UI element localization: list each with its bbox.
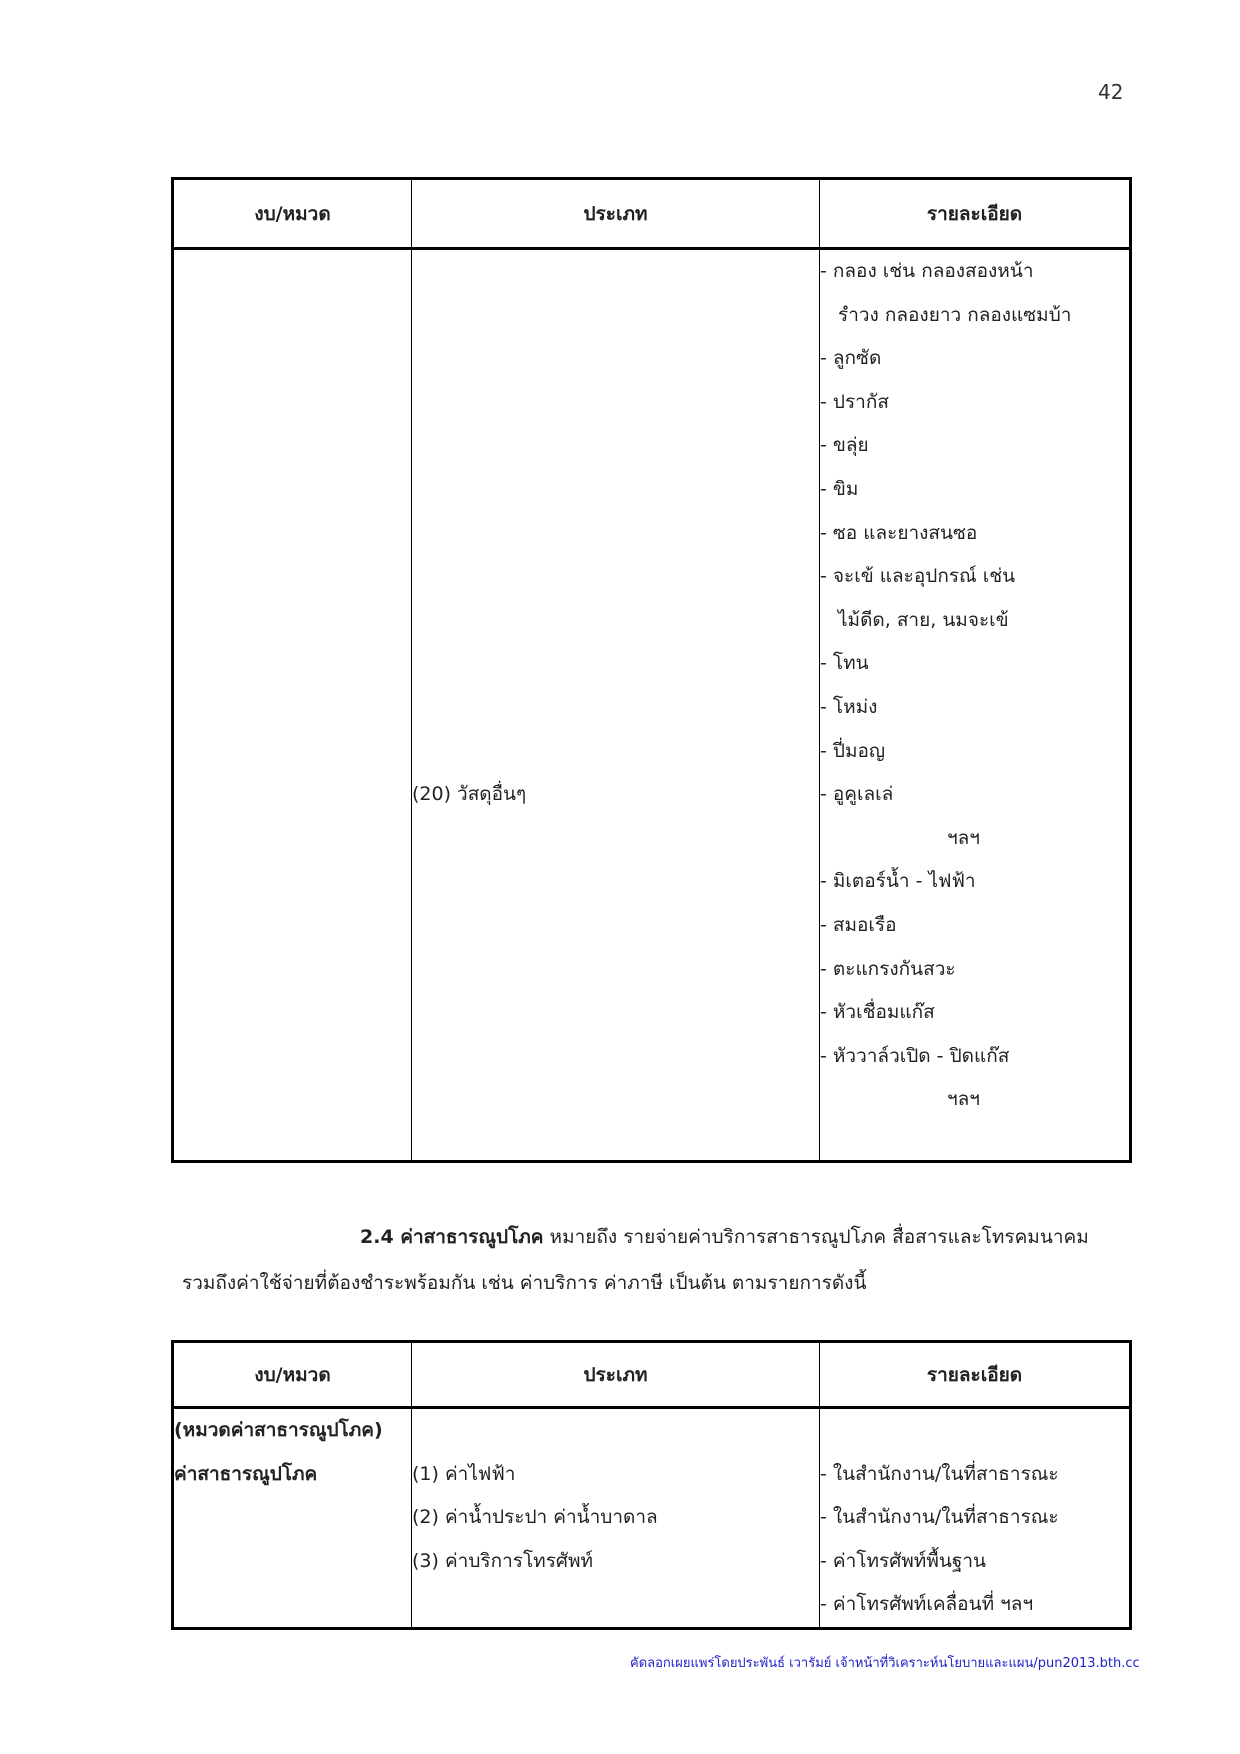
page-number: 42 bbox=[1098, 80, 1124, 104]
detail-line: รำวง กลองยาว กลองแซมบ้า bbox=[838, 303, 1072, 326]
detail-line: - มิเตอร์น้ำ - ไฟฟ้า bbox=[820, 870, 976, 893]
detail-line: - ค่าโทรศัพท์พื้นฐาน bbox=[820, 1549, 986, 1572]
detail-line: - ขลุ่ย bbox=[820, 434, 869, 457]
detail-line: - ลูกซัด bbox=[820, 347, 882, 370]
detail-line: - หัวเชื่อมแก๊ส bbox=[820, 1001, 935, 1024]
paragraph-line-1: หมายถึง รายจ่ายค่าบริการสาธารณูปโภค สื่อสารและโทรคมนาคม bbox=[543, 1226, 1089, 1248]
table-row bbox=[173, 249, 1131, 1162]
detail-line: - ซอ และยางสนซอ bbox=[820, 521, 978, 544]
detail-line: - สมอเรือ bbox=[820, 913, 897, 936]
category-group: (หมวดค่าสาธารณูปโภค) bbox=[174, 1419, 383, 1441]
category-cell bbox=[173, 1408, 412, 1629]
details-cell bbox=[820, 249, 1131, 1162]
header-category: งบ/หมวด bbox=[173, 1342, 412, 1408]
category-name: ค่าสาธารณูปโภค bbox=[174, 1462, 318, 1485]
detail-line: - หัววาล์วเปิด - ปิดแก๊ส bbox=[820, 1044, 1010, 1067]
detail-line: - ขิม bbox=[820, 477, 859, 500]
table-row bbox=[173, 1408, 1131, 1629]
section-heading: 2.4 ค่าสาธารณูปโภค bbox=[360, 1226, 544, 1248]
detail-line: - โหม่ง bbox=[820, 695, 878, 718]
header-details: รายละเอียด bbox=[820, 1342, 1131, 1408]
detail-line-etc: ฯลฯ bbox=[947, 1088, 980, 1111]
detail-line: - จะเข้ และอุปกรณ์ เช่น bbox=[820, 565, 1016, 588]
footer-credit: คัดลอกเผยแพร่โดยประพันธ์ เวารัมย์ เจ้าหน้าที่วิเคราะห์นโยบายและแผน/pun2013.bth.cc bbox=[630, 1656, 1140, 1671]
detail-line-etc: ฯลฯ bbox=[947, 826, 980, 849]
budget-table-materials bbox=[171, 177, 1132, 1163]
detail-line: - กลอง เช่น กลองสองหน้า bbox=[820, 260, 1034, 282]
detail-line: - ตะแกรงกันสวะ bbox=[820, 957, 956, 980]
type-item: (2) ค่าน้ำประปา ค่าน้ำบาดาล bbox=[412, 1506, 658, 1529]
detail-line: - ปี่มอญ bbox=[820, 739, 886, 762]
category-cell bbox=[173, 249, 412, 1162]
type-item: (3) ค่าบริการโทรศัพท์ bbox=[412, 1549, 594, 1572]
header-type: ประเภท bbox=[412, 179, 820, 249]
header-category: งบ/หมวด bbox=[173, 179, 412, 249]
section-paragraph bbox=[182, 1214, 1132, 1306]
detail-line: - โทน bbox=[820, 652, 869, 675]
detail-line: - อูคูเลเล่ bbox=[820, 783, 894, 806]
type-item: (1) ค่าไฟฟ้า bbox=[412, 1462, 516, 1485]
details-cell bbox=[820, 1408, 1131, 1629]
type-cell bbox=[412, 1408, 820, 1629]
table-header-row bbox=[173, 179, 1131, 249]
header-details: รายละเอียด bbox=[820, 179, 1131, 249]
detail-line: - ปรากัส bbox=[820, 390, 889, 413]
header-type: ประเภท bbox=[412, 1342, 820, 1408]
detail-line: - ในสำนักงาน/ในที่สาธารณะ bbox=[820, 1462, 1059, 1485]
budget-table-utilities bbox=[171, 1340, 1132, 1630]
type-label: (20) วัสดุอื่นๆ bbox=[412, 783, 527, 805]
paragraph-line-2: รวมถึงค่าใช้จ่ายที่ต้องชำระพร้อมกัน เช่น ค่าบริการ ค่าภาษี เป็นต้น ตามรายการดังนี้ bbox=[182, 1272, 867, 1294]
detail-line: ไม้ดีด, สาย, นมจะเข้ bbox=[838, 608, 1009, 631]
table-header-row bbox=[173, 1342, 1131, 1408]
detail-line: - ในสำนักงาน/ในที่สาธารณะ bbox=[820, 1506, 1059, 1529]
detail-line: - ค่าโทรศัพท์เคลื่อนที่ ฯลฯ bbox=[820, 1593, 1034, 1616]
type-cell bbox=[412, 249, 820, 1162]
